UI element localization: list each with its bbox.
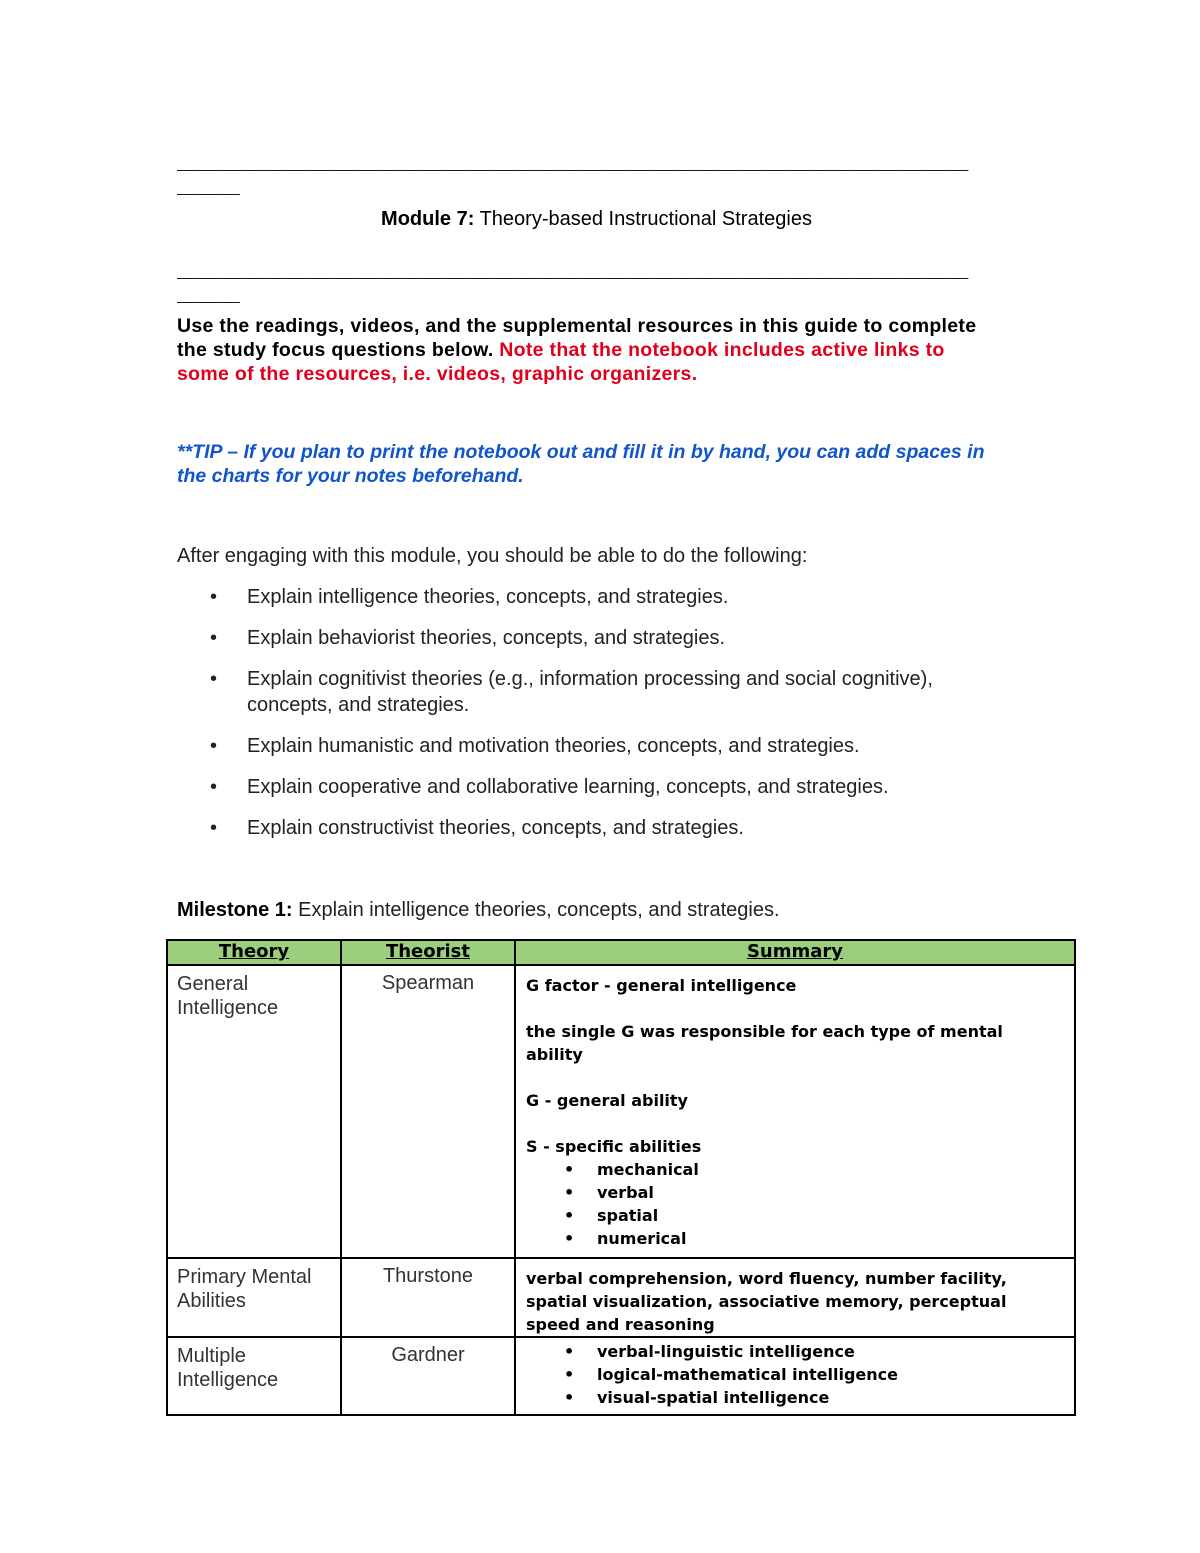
- separator-rule: ________________________________________________________________: [177, 256, 968, 282]
- theory-cell: Primary Mental Abilities: [167, 1258, 341, 1337]
- summary-line: G factor - general intelligence: [526, 976, 797, 995]
- title-text: Theory-based Instructional Strategies: [474, 208, 812, 230]
- bullet-icon: •: [564, 1160, 575, 1179]
- instructions-paragraph: [177, 314, 997, 386]
- list-item: • verbal-linguistic intelligence: [564, 1342, 855, 1361]
- bullet-icon: •: [564, 1229, 575, 1248]
- summary-line: G - general ability: [526, 1091, 688, 1110]
- list-item: • Explain humanistic and motivation theories, concepts, and strategies.: [210, 735, 860, 757]
- list-item: • logical-mathematical intelligence: [564, 1365, 898, 1384]
- bullet-icon: •: [564, 1388, 575, 1407]
- column-header-theorist: Theorist: [341, 940, 515, 965]
- list-item: • Explain behaviorist theories, concepts, and strategies.: [210, 627, 726, 649]
- bullet-icon: •: [564, 1206, 575, 1225]
- summary-cell: [515, 965, 1075, 1258]
- table-row: [167, 1337, 1075, 1415]
- separator-rule: _____: [177, 280, 239, 306]
- bullet-icon: •: [564, 1342, 575, 1361]
- milestone-heading: [177, 899, 780, 922]
- tip-paragraph: **TIP – If you plan to print the notebook out and fill it in by hand, you can add spaces in the charts for your notes beforehand.: [177, 441, 985, 487]
- bullet-icon: •: [210, 776, 218, 798]
- list-item: • verbal: [564, 1183, 654, 1202]
- theory-cell: General Intelligence: [167, 965, 341, 1258]
- list-item: • Explain intelligence theories, concepts, and strategies.: [210, 586, 729, 608]
- title-module-label: Module 7:: [381, 208, 475, 230]
- objectives-lead: After engaging with this module, you should be able to do the following:: [177, 545, 808, 567]
- theorist-cell: Gardner: [341, 1337, 515, 1415]
- column-header-theory: Theory: [167, 940, 341, 965]
- bullet-icon: •: [210, 627, 218, 649]
- bullet-icon: •: [564, 1365, 575, 1384]
- objectives-list: [177, 584, 1017, 856]
- summary-line: the single G was responsible for each type of mental ability: [526, 1022, 1003, 1064]
- theory-cell: Multiple Intelligence: [167, 1337, 341, 1415]
- milestone-label: Milestone 1:: [177, 899, 293, 921]
- column-header-summary: Summary: [515, 940, 1075, 965]
- list-item: • Explain cooperative and collaborative learning, concepts, and strategies.: [210, 776, 889, 798]
- list-item: • numerical: [564, 1229, 687, 1248]
- page-title: [0, 208, 1193, 231]
- table-header-row: [167, 940, 1075, 965]
- list-item: • Explain constructivist theories, concepts, and strategies.: [210, 817, 744, 839]
- theory-table: [166, 939, 1076, 1416]
- bullet-icon: •: [210, 817, 218, 839]
- bullet-icon: •: [564, 1183, 575, 1202]
- separator-rule: ________________________________________________________________: [177, 148, 968, 174]
- bullet-icon: •: [210, 668, 218, 690]
- table-row: [167, 1258, 1075, 1337]
- summary-cell: [515, 1337, 1075, 1415]
- theorist-cell: Spearman: [341, 965, 515, 1258]
- summary-cell: [515, 1258, 1075, 1337]
- summary-bullets: [526, 1158, 1064, 1250]
- list-item: • visual-spatial intelligence: [564, 1388, 830, 1407]
- theorist-cell: Thurstone: [341, 1258, 515, 1337]
- list-item: • Explain cognitivist theories (e.g., information processing and social cognitive), concepts, and strategies.: [210, 668, 933, 716]
- milestone-text: Explain intelligence theories, concepts, and strategies.: [292, 899, 780, 921]
- bullet-icon: •: [210, 735, 218, 757]
- list-item: • spatial: [564, 1206, 659, 1225]
- instructions-text: Use the readings, videos, and the supplemental resources in this guide to complete the study focus questions below.: [177, 315, 977, 361]
- separator-rule: _____: [177, 172, 239, 198]
- list-item: • mechanical: [564, 1160, 699, 1179]
- summary-line: verbal comprehension, word fluency, number facility, spatial visualization, associative memory, perceptual speed and reasoning: [526, 1269, 1007, 1334]
- table-row: [167, 965, 1075, 1258]
- summary-line: S - specific abilities: [526, 1137, 702, 1156]
- bullet-icon: •: [210, 586, 218, 608]
- instructions-note: Note that the notebook includes active links to some of the resources, i.e. videos, graphic organizers.: [177, 339, 945, 385]
- summary-bullets: [526, 1340, 1064, 1409]
